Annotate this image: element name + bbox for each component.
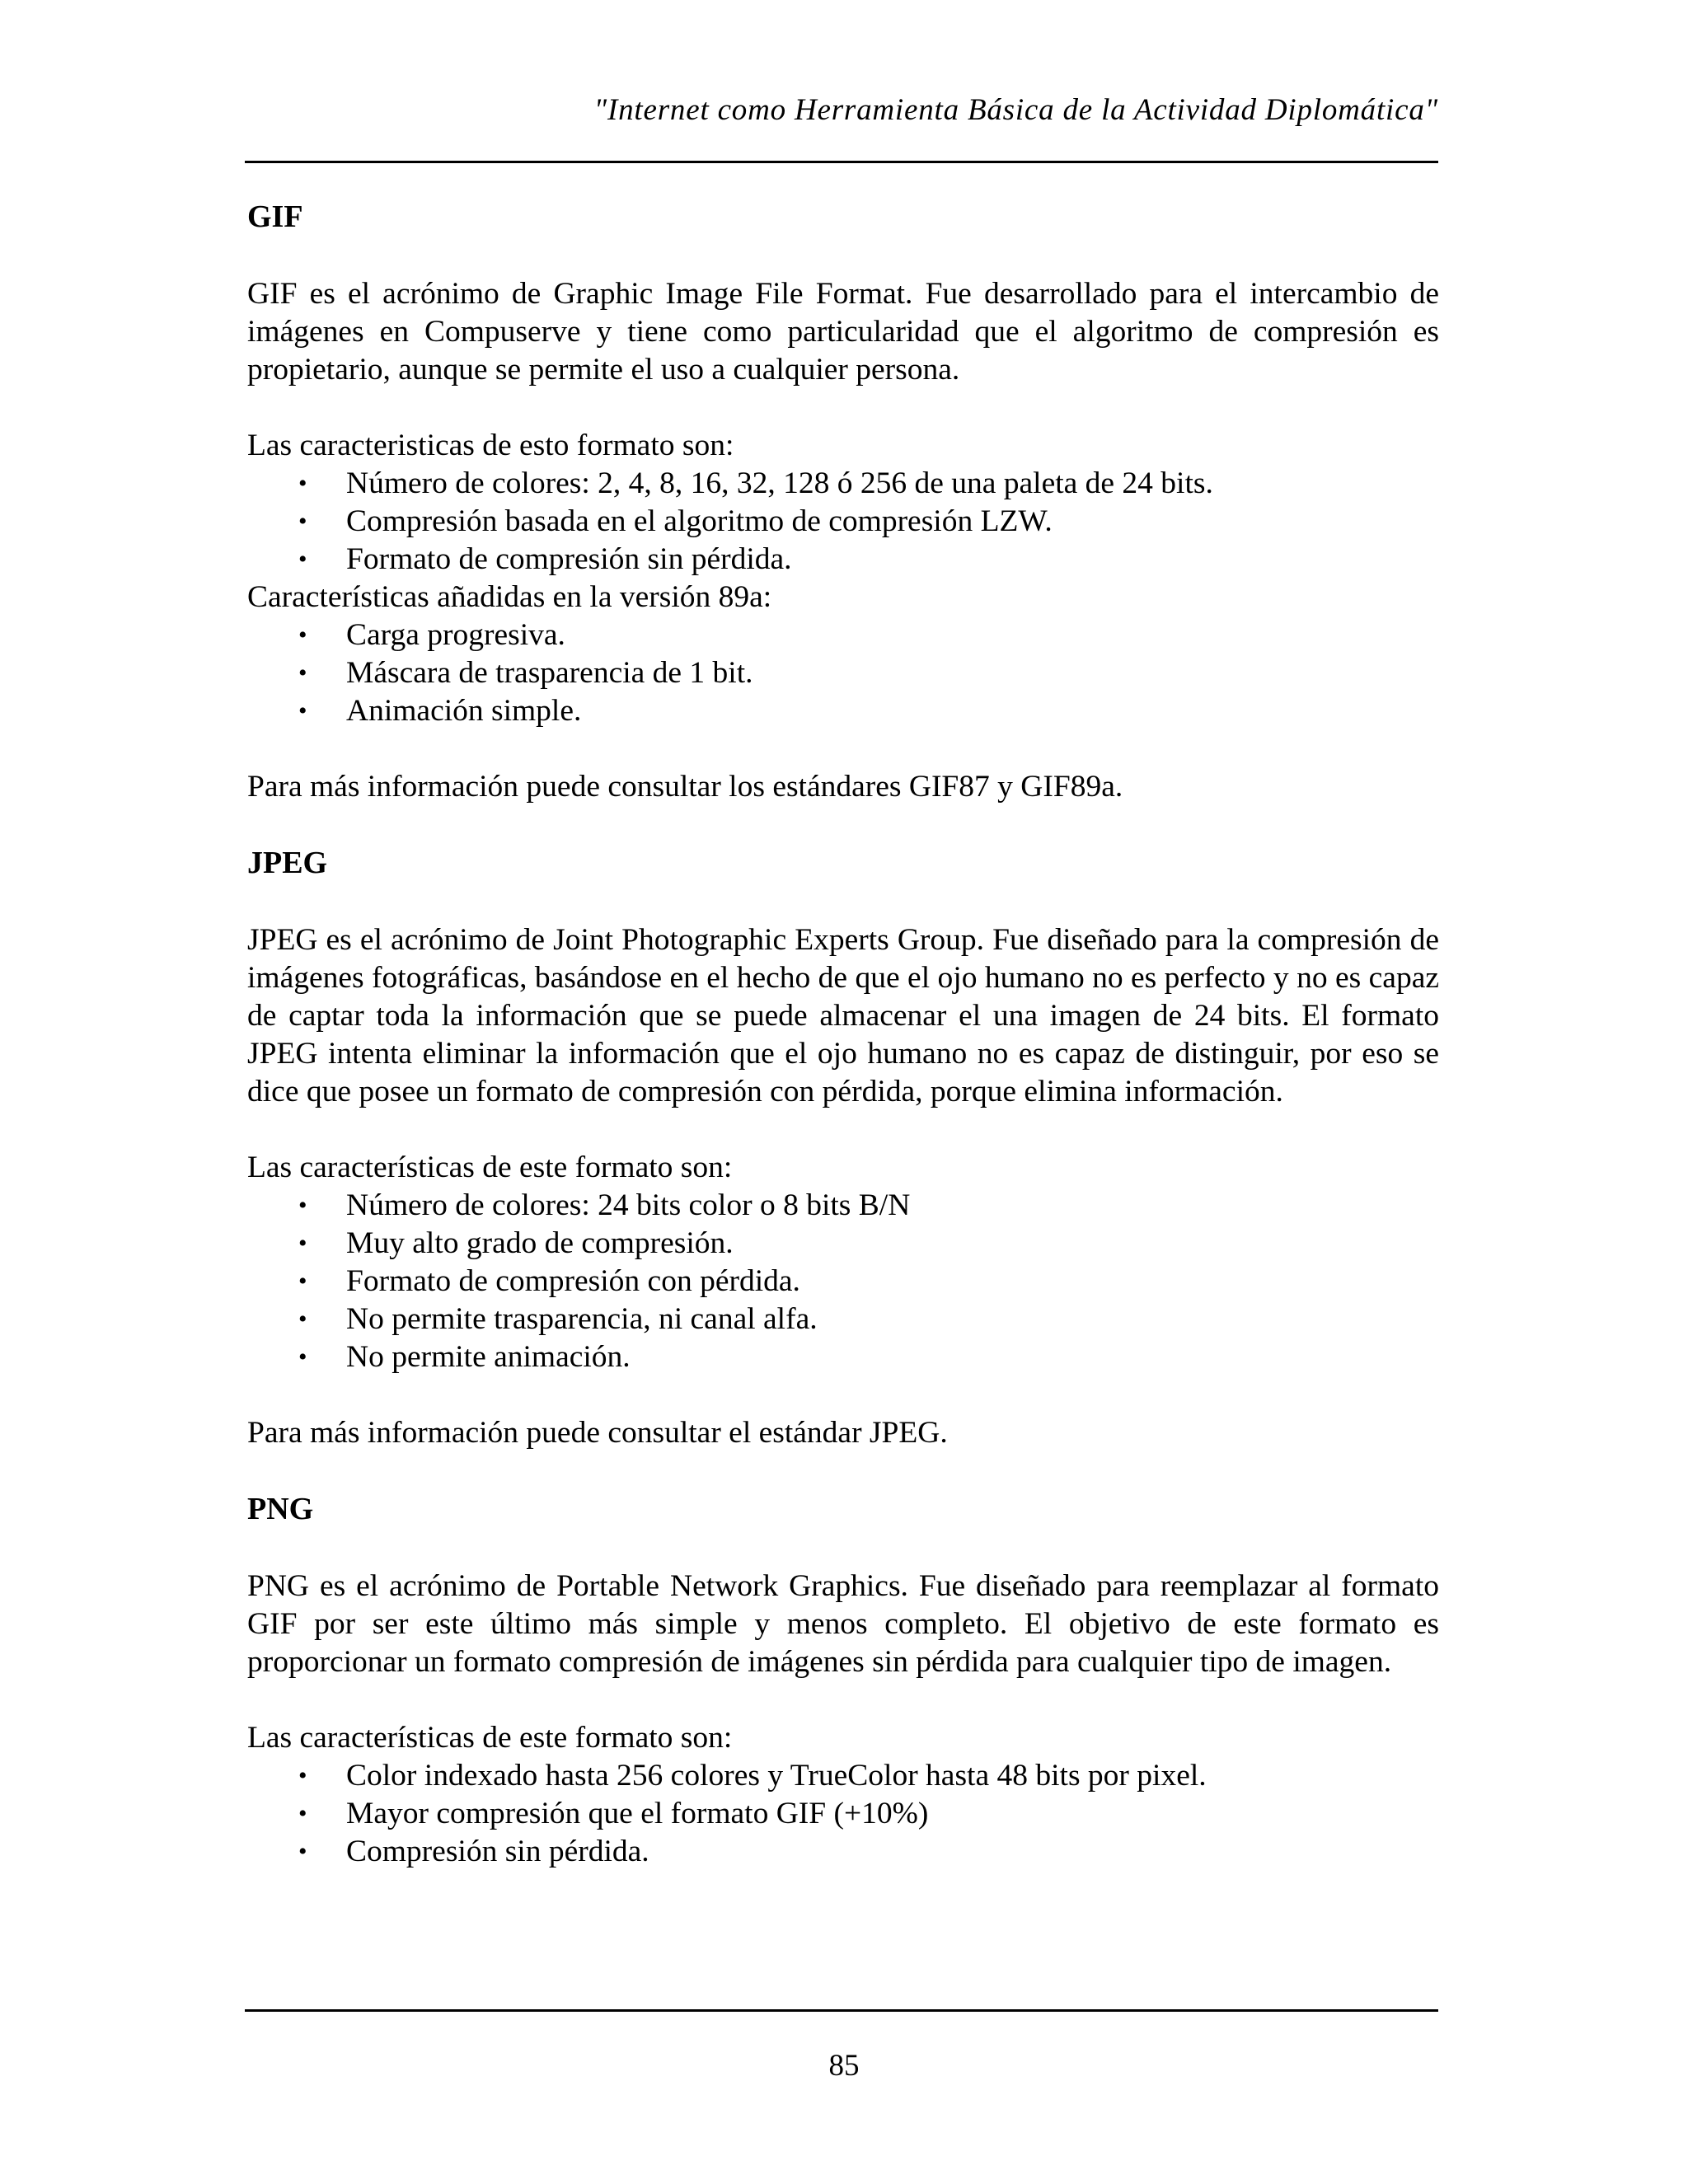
list-item (247, 1833, 1439, 1871)
gif-extra-features-list (247, 616, 1439, 730)
png-features-intro: Las características de este formato son: (247, 1721, 733, 1755)
list-item (247, 1187, 1439, 1225)
bullet-icon: • (298, 546, 307, 573)
bullet-icon: • (298, 508, 307, 535)
bullet-icon: • (298, 621, 307, 649)
png-intro-paragraph: PNG es el acrónimo de Portable Network Graphics. Fue diseñado para reemplazar al formato GIF por ser este último más simple y menos completo. El objetivo de este formato es proporcionar un formato compresión de imágenes sin pérdida para cualquier tipo de imagen. (247, 1569, 1439, 1679)
bullet-icon: • (298, 1230, 307, 1257)
bullet-icon: • (298, 697, 307, 724)
list-item-text: No permite animación. (346, 1340, 631, 1374)
list-item-text: Máscara de trasparencia de 1 bit. (346, 656, 753, 690)
footer-rule (245, 2009, 1438, 2012)
list-item-text: Número de colores: 24 bits color o 8 bits B/N (346, 1188, 911, 1222)
jpeg-intro-paragraph: JPEG es el acrónimo de Joint Photographic Experts Group. Fue diseñado para la compresión de imágenes fotográficas, basándose en el hecho de que el ojo humano no es perfecto y no es capaz de captar toda la información que se puede almacenar el una imagen de 24 bits. El formato JPEG intenta eliminar la información que el ojo humano no es capaz de distinguir, por eso se dice que posee un formato de compresión con pérdida, porque elimina información. (247, 923, 1439, 1108)
list-item (247, 541, 1439, 579)
bullet-icon: • (298, 1192, 307, 1219)
gif-features-list (247, 465, 1439, 579)
list-item (247, 503, 1439, 541)
list-item-text: Número de colores: 2, 4, 8, 16, 32, 128 ó 256 de una paleta de 24 bits. (346, 466, 1213, 500)
list-item-text: Mayor compresión que el formato GIF (+10%) (346, 1797, 929, 1830)
list-item-text: Formato de compresión sin pérdida. (346, 542, 792, 576)
list-item (247, 1795, 1439, 1833)
list-item (247, 692, 1439, 730)
list-item-text: Compresión sin pérdida. (346, 1835, 649, 1868)
list-item (247, 1301, 1439, 1338)
bullet-icon: • (298, 1762, 307, 1789)
list-item (247, 1263, 1439, 1301)
gif-extra-features-intro: Características añadidas en la versión 89a: (247, 580, 772, 614)
bullet-icon: • (298, 1343, 307, 1371)
gif-intro-paragraph: GIF es el acrónimo de Graphic Image File Format. Fue desarrollado para el intercambio de imágenes en Compuserve y tiene como particularidad que el algoritmo de compresión es propietario, aunque se permite el uso a cualquier persona. (247, 277, 1439, 387)
jpeg-features-intro: Las características de este formato son: (247, 1151, 733, 1184)
bullet-icon: • (298, 1838, 307, 1865)
section-title-jpeg: JPEG (247, 846, 328, 880)
bullet-icon: • (298, 1305, 307, 1333)
bullet-icon: • (298, 470, 307, 497)
list-item-text: Carga progresiva. (346, 618, 565, 652)
header-rule (245, 161, 1438, 163)
jpeg-features-list (247, 1187, 1439, 1376)
page-number: 85 (828, 2049, 860, 2083)
list-item (247, 616, 1439, 654)
png-features-list (247, 1757, 1439, 1871)
bullet-icon: • (298, 1800, 307, 1827)
bullet-icon: • (298, 1268, 307, 1295)
list-item-text: No permite trasparencia, ni canal alfa. (346, 1302, 818, 1336)
list-item-text: Compresión basada en el algoritmo de compresión LZW. (346, 504, 1053, 538)
page-content (247, 198, 1439, 1871)
list-item (247, 465, 1439, 503)
section-title-gif: GIF (247, 199, 303, 234)
list-item-text: Formato de compresión con pérdida. (346, 1264, 800, 1298)
list-item (247, 1757, 1439, 1795)
page-header-title: "Internet como Herramienta Básica de la Actividad Diplomática" (593, 93, 1438, 127)
list-item-text: Muy alto grado de compresión. (346, 1226, 734, 1260)
list-item-text: Animación simple. (346, 694, 582, 728)
list-item (247, 1225, 1439, 1263)
jpeg-more-info: Para más información puede consultar el estándar JPEG. (247, 1416, 948, 1450)
list-item-text: Color indexado hasta 256 colores y TrueColor hasta 48 bits por pixel. (346, 1759, 1207, 1793)
bullet-icon: • (298, 659, 307, 687)
gif-more-info: Para más información puede consultar los estándares GIF87 y GIF89a. (247, 770, 1123, 804)
gif-features-intro: Las caracteristicas de esto formato son: (247, 429, 734, 462)
list-item (247, 1338, 1439, 1376)
section-title-png: PNG (247, 1492, 314, 1526)
list-item (247, 654, 1439, 692)
